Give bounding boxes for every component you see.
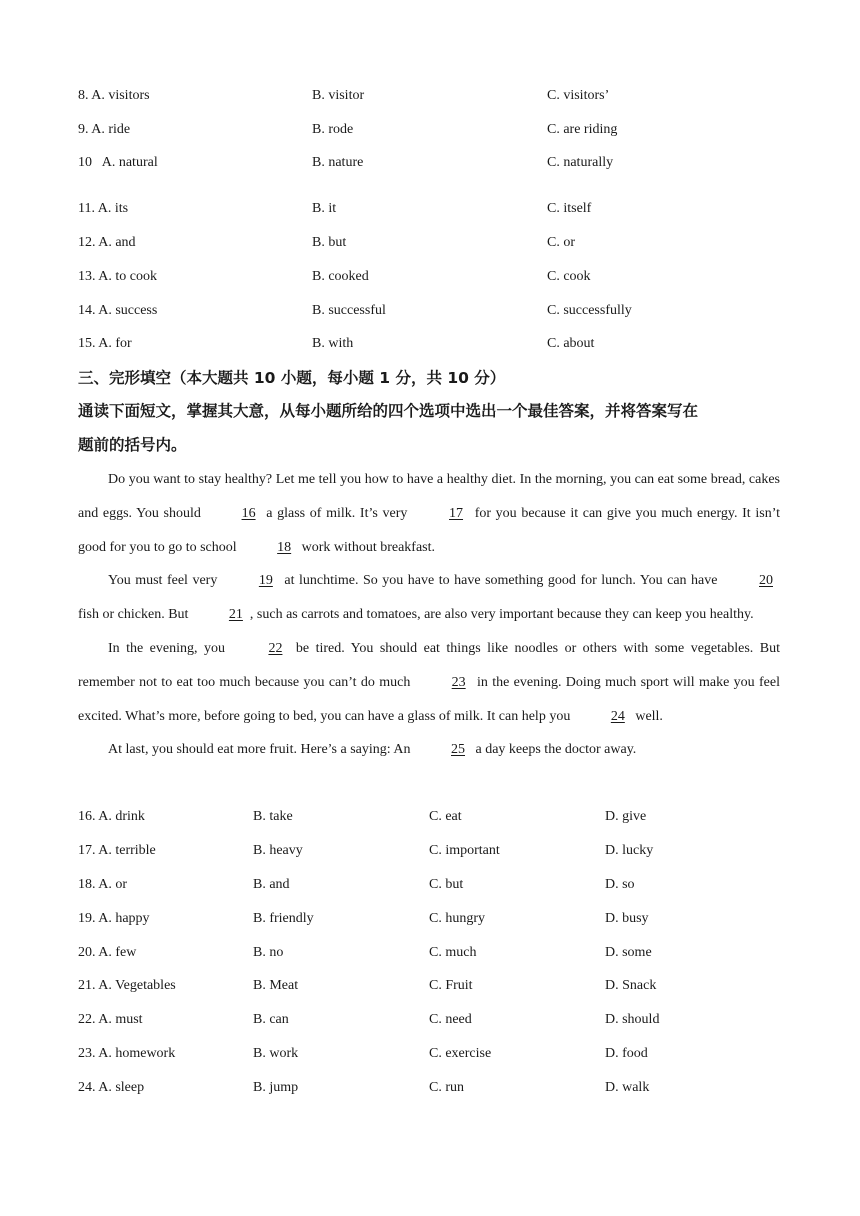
- option-row-9: [78, 120, 778, 140]
- passage-paragraph-1: [78, 463, 780, 564]
- option-a: 23. A. homework: [78, 1046, 176, 1061]
- option-b: B. Meat: [253, 978, 299, 993]
- option-c: C. visitors’: [547, 88, 610, 103]
- section-instruction-line1: 通读下面短文，掌握其大意，从每小题所给的四个选项中选出一个最佳答案，并将答案写在: [78, 402, 699, 420]
- option-c: C. run: [429, 1080, 464, 1095]
- option-d: D. lucky: [605, 843, 654, 858]
- option-c: C. important: [429, 843, 500, 858]
- option-b: B. visitor: [312, 88, 365, 103]
- option-row-24: [78, 1078, 778, 1098]
- option-d: D. food: [605, 1046, 648, 1061]
- option-row-17: [78, 841, 778, 861]
- option-row-19: [78, 909, 778, 929]
- option-b: B. nature: [312, 155, 364, 170]
- blank-19: 19: [258, 573, 273, 589]
- option-b: B. and: [253, 877, 290, 892]
- option-row-22: [78, 1010, 778, 1030]
- blank-17: 17: [449, 505, 464, 521]
- option-c: C. hungry: [429, 911, 485, 926]
- option-row-13: [78, 267, 778, 287]
- option-a: 22. A. must: [78, 1012, 143, 1027]
- blank-25: 25: [451, 742, 465, 758]
- option-c: C. exercise: [429, 1046, 492, 1061]
- passage-text: , such as carrots and tomatoes, are also very important because they can keep you healthy.: [249, 607, 754, 623]
- option-d: D. give: [605, 809, 647, 824]
- option-a: 9. A. ride: [78, 122, 131, 137]
- option-row-23: [78, 1044, 778, 1064]
- option-a: 14. A. success: [78, 303, 158, 318]
- option-c: C. much: [429, 945, 477, 960]
- passage-text: fish or chicken. But: [78, 607, 192, 623]
- option-b: B. successful: [312, 303, 386, 318]
- option-d: D. should: [605, 1012, 660, 1027]
- passage-text: at lunchtime. So you have to have something good for lunch. You can have: [279, 573, 722, 589]
- blank-20: 20: [759, 573, 773, 589]
- passage-text: a glass of milk. It’s very: [261, 505, 413, 521]
- option-c: C. cook: [547, 269, 591, 284]
- passage-text: a day keeps the doctor away.: [472, 742, 637, 758]
- option-b: B. cooked: [312, 269, 369, 284]
- option-c: C. or: [547, 235, 575, 250]
- option-b: B. work: [253, 1046, 299, 1061]
- option-b: B. take: [253, 809, 293, 824]
- option-row-21: [78, 976, 778, 996]
- passage-text: You must feel very: [108, 573, 222, 589]
- blank-22: 22: [268, 640, 283, 656]
- option-row-10: [78, 153, 778, 173]
- passage-paragraph-4: [78, 733, 780, 767]
- option-b: B. rode: [312, 122, 354, 137]
- section-instruction-line2: 题前的括号内。: [78, 436, 187, 454]
- passage-text: in the evening. Doing much sport will make you feel excited. What’s more, before going to bed, you can have a glass of milk. It can help you: [78, 674, 780, 724]
- option-c: C. are riding: [547, 122, 618, 137]
- option-d: D. some: [605, 945, 652, 960]
- option-a: 10 A. natural: [78, 155, 158, 170]
- option-a: 19. A. happy: [78, 911, 150, 926]
- option-row-8: [78, 86, 778, 106]
- option-row-20: [78, 943, 778, 963]
- passage-paragraph-3: [78, 632, 780, 733]
- option-c: C. Fruit: [429, 978, 473, 993]
- option-c: C. successfully: [547, 303, 632, 318]
- option-b: B. with: [312, 336, 354, 351]
- blank-24: 24: [610, 708, 625, 724]
- option-b: B. no: [253, 945, 284, 960]
- passage-paragraph-2: [78, 564, 780, 632]
- blank-18: 18: [277, 539, 292, 555]
- option-row-15: [78, 334, 778, 354]
- option-row-16: [78, 807, 778, 827]
- option-a: 17. A. terrible: [78, 843, 156, 858]
- option-a: 24. A. sleep: [78, 1080, 145, 1095]
- option-row-18: [78, 875, 778, 895]
- option-a: 21. A. Vegetables: [78, 978, 176, 993]
- option-b: B. but: [312, 235, 347, 250]
- option-row-11: [78, 199, 778, 219]
- option-c: C. but: [429, 877, 464, 892]
- passage-text: work without breakfast.: [298, 539, 436, 555]
- option-row-12: [78, 233, 778, 253]
- option-a: 18. A. or: [78, 877, 127, 892]
- option-c: C. need: [429, 1012, 472, 1027]
- option-d: D. Snack: [605, 978, 657, 993]
- option-d: D. so: [605, 877, 635, 892]
- option-b: B. friendly: [253, 911, 314, 926]
- blank-16: 16: [241, 505, 256, 521]
- passage-text: In the evening, you: [108, 640, 232, 656]
- option-a: 12. A. and: [78, 235, 136, 250]
- passage-text: well.: [631, 708, 663, 724]
- option-a: 20. A. few: [78, 945, 137, 960]
- option-d: D. busy: [605, 911, 649, 926]
- option-a: 11. A. its: [78, 201, 129, 216]
- option-c: C. itself: [547, 201, 592, 216]
- blank-21: 21: [228, 607, 243, 623]
- option-a: 8. A. visitors: [78, 88, 150, 103]
- option-c: C. about: [547, 336, 595, 351]
- blank-23: 23: [451, 674, 466, 690]
- option-b: B. it: [312, 201, 337, 216]
- option-a: 16. A. drink: [78, 809, 145, 824]
- passage-text: Do you want to stay healthy? Let me tell you how to have a healthy diet. In the morning, you can eat some bread, cakes and eggs. You should: [78, 472, 780, 521]
- section-title: 三、完形填空（本大题共 10 小题，每小题 1 分，共 10 分）: [78, 369, 506, 387]
- option-c: C. naturally: [547, 155, 614, 170]
- option-c: C. eat: [429, 809, 462, 824]
- option-a: 15. A. for: [78, 336, 132, 351]
- passage-text: At last, you should eat more fruit. Here’s a saying: An: [108, 742, 414, 758]
- option-d: D. walk: [605, 1080, 650, 1095]
- option-b: B. jump: [253, 1080, 299, 1095]
- passage-text: be tired. You should eat things like noodles or others with some vegetables. But remember not to eat too much because you can’t do much: [78, 640, 780, 690]
- cloze-passage: [78, 463, 780, 767]
- option-b: B. can: [253, 1012, 289, 1027]
- passage-text: for you because it can give you much energy. It isn’t good for you to go to school: [78, 505, 780, 555]
- option-row-14: [78, 301, 778, 321]
- option-a: 13. A. to cook: [78, 269, 157, 284]
- option-b: B. heavy: [253, 843, 303, 858]
